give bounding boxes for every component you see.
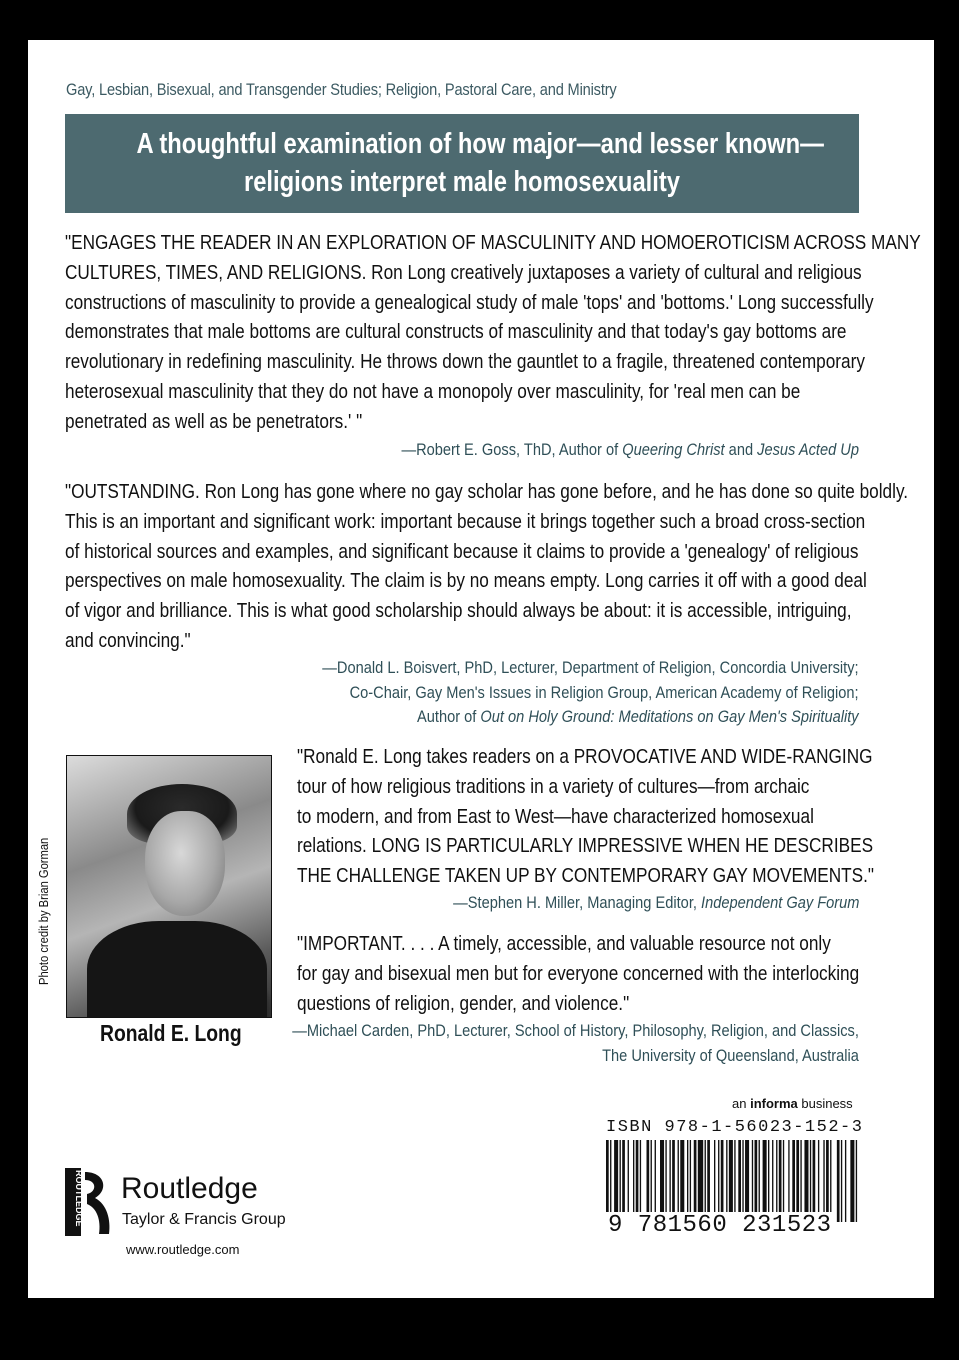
attribution-line: Co-Chair, Gay Men's Issues in Religion Group, American Academy of Religion; [349, 682, 859, 702]
logo-vertical-text: ROUTLEDGE [74, 1170, 84, 1227]
barcode-bar [606, 1140, 609, 1222]
barcode-bar [726, 1140, 727, 1222]
photo-jacket [87, 921, 267, 1018]
barcode-bar [776, 1140, 777, 1222]
publication-title: Independent Gay Forum [700, 893, 859, 912]
barcode-image [606, 1140, 859, 1222]
barcode-bar [610, 1140, 611, 1222]
barcode-bar [738, 1140, 741, 1222]
barcode-bar [714, 1140, 715, 1222]
quote-line: to modern, and from East to West—have characterized homosexual [297, 805, 814, 828]
barcode-bar [826, 1140, 829, 1222]
barcode-bar [792, 1140, 795, 1222]
attribution-line [323, 705, 859, 730]
quote-line: "IMPORTANT. . . . A timely, accessible, and valuable resource not only [297, 933, 831, 955]
barcode-bar [810, 1140, 811, 1222]
barcode-bar [856, 1140, 857, 1222]
attribution-line [401, 438, 859, 463]
barcode-bar [772, 1140, 773, 1222]
photo-face [145, 811, 225, 916]
attribution-text: —Robert E. Goss, ThD, Author of [401, 440, 623, 459]
publisher-group: Taylor & Francis Group [122, 1211, 286, 1228]
barcode-bar [622, 1140, 625, 1222]
barcode-bar [669, 1140, 670, 1222]
barcode-bar [800, 1140, 801, 1222]
informa-brand: informa [750, 1096, 798, 1111]
author-photo [66, 755, 272, 1018]
barcode-bar [660, 1140, 664, 1222]
quote-line: and convincing." [65, 629, 191, 652]
review-quote-2 [65, 478, 908, 657]
informa-business-label [732, 1096, 853, 1111]
photo-credit: Photo credit by Brian Gorman [36, 837, 51, 985]
review-attribution-1 [401, 438, 859, 463]
barcode-bar [845, 1140, 846, 1222]
barcode-bar [636, 1140, 639, 1222]
barcode-bar [633, 1140, 634, 1222]
quote-line: perspectives on male homosexuality. The claim is by no means empty. Long carries it off with a good deal [65, 570, 867, 593]
barcode-bar [640, 1140, 641, 1222]
barcode-bar [755, 1140, 758, 1222]
barcode-bar [818, 1140, 819, 1222]
quote-line: relations. LONG IS PARTICULARLY IMPRESSIVE WHEN HE DESCRIBES [297, 835, 874, 858]
barcode-bar [707, 1140, 710, 1222]
book-title: Out on Holy Ground: Meditations on Gay Men's Spirituality [480, 707, 859, 726]
tagline-line-1: A thoughtful examination of how major—and lesser known— [136, 128, 824, 160]
barcode-bar [729, 1140, 733, 1222]
barcode-bar [788, 1140, 789, 1222]
barcode-bar [734, 1140, 735, 1222]
review-attribution-2 [323, 656, 859, 730]
quote-line: penetrated as well as be penetrators.' " [65, 410, 363, 433]
barcode-bar [763, 1140, 767, 1222]
barcode-bar [768, 1140, 769, 1222]
publisher-website: www.routledge.com [126, 1242, 240, 1257]
barcode-bar [783, 1140, 784, 1222]
barcode-bar [687, 1140, 688, 1222]
quote-line: "OUTSTANDING. Ron Long has gone where no gay scholar has gone before, and he has done so quite boldly. [65, 481, 909, 503]
review-attribution-4 [292, 1019, 859, 1068]
attribution-text: Author of [417, 707, 481, 726]
quote-line: CULTURES, TIMES, AND RELIGIONS. Ron Long creatively juxtaposes a variety of cultural and religious [65, 261, 862, 284]
review-attribution-3 [453, 891, 859, 916]
barcode-digits: 9 781560 231523 [608, 1212, 832, 1239]
attribution-line: —Michael Carden, PhD, Lecturer, School of History, Philosophy, Religion, and Classics, [292, 1021, 859, 1040]
barcode-bar [718, 1140, 719, 1222]
barcode-bar [690, 1140, 691, 1222]
quote-line: "ENGAGES THE READER IN AN EXPLORATION OF MASCULINITY AND HOMOEROTICISM ACROSS MANY [65, 232, 921, 254]
attribution-line: —Donald L. Boisvert, PhD, Lecturer, Department of Religion, Concordia University; [322, 658, 859, 677]
barcode-bar [796, 1140, 799, 1222]
barcode-bar [752, 1140, 753, 1222]
barcode-bar [655, 1140, 656, 1222]
attribution-text: and [724, 440, 758, 459]
quote-line: revolutionary in redefining masculinity. He throws down the gauntlet to a fragile, threatened contemporary [65, 351, 865, 374]
barcode-bar [665, 1140, 666, 1222]
barcode-bar [705, 1140, 706, 1222]
quote-line: constructions of masculinity to provide a genealogical study of male 'tops' and 'bottoms.' Long successfully [65, 291, 874, 314]
quote-line: demonstrates that male bottoms are cultural constructs of masculinity and that today's gay bottoms are [65, 321, 847, 344]
quote-line: heterosexual masculinity that they do not have a monopoly over masculinity, for 'real men can be [65, 380, 801, 403]
barcode-bar [850, 1140, 854, 1222]
quote-line: for gay and bisexual men but for everyone concerned with the interlocking [297, 962, 860, 985]
barcode-bar [694, 1140, 697, 1222]
back-cover [28, 40, 934, 1298]
quote-line: THE CHALLENGE TAKEN UP BY CONTEMPORARY GAY MOVEMENTS." [297, 865, 875, 888]
tagline-banner [65, 114, 859, 213]
barcode-bar [823, 1140, 824, 1222]
attribution-line: The University of Queensland, Australia [602, 1045, 859, 1065]
quote-line: of historical sources and examples, and significant because it claims to provide a 'genealogy' of religious [65, 540, 859, 563]
barcode-bar [745, 1140, 749, 1222]
barcode-bar [614, 1140, 618, 1222]
review-quote-1 [65, 229, 921, 438]
barcode-bar [628, 1140, 629, 1222]
isbn-text: ISBN 978-1-56023-152-3 [606, 1118, 864, 1137]
barcode-bar [698, 1140, 703, 1222]
barcode-bar [620, 1140, 621, 1222]
quote-line: of vigor and brilliance. This is what good scholarship should always be about: it is accessible, intriguing, [65, 600, 852, 623]
author-name: Ronald E. Long [100, 1020, 242, 1046]
barcode-bar [779, 1140, 782, 1222]
informa-text: business [797, 1096, 853, 1111]
book-title: Queering Christ [622, 440, 725, 459]
barcode-bar [678, 1140, 679, 1222]
quote-line: questions of religion, gender, and violence." [297, 992, 630, 1015]
barcode-bar [841, 1140, 842, 1222]
book-title: Jesus Acted Up [757, 440, 859, 459]
barcode-bar [759, 1140, 760, 1222]
tagline-line-2: religions interpret male homosexuality [243, 166, 681, 198]
quote-line: tour of how religious traditions in a variety of cultures—from archaic [297, 775, 810, 798]
quote-line: This is an important and significant work: important because it brings together such a broad cross-section [65, 510, 866, 533]
review-quote-3 [297, 743, 874, 892]
barcode-bar [680, 1140, 684, 1222]
barcode-bar [651, 1140, 652, 1222]
barcode-bar [837, 1140, 840, 1222]
routledge-logo-icon [65, 1168, 113, 1236]
review-quote-4 [297, 930, 859, 1019]
barcode-bar [647, 1140, 650, 1222]
barcode-bar [830, 1140, 831, 1222]
barcode-bar [672, 1140, 675, 1222]
barcode-bar [742, 1140, 743, 1222]
attribution-text: —Stephen H. Miller, Managing Editor, [452, 893, 701, 912]
barcode-bar [813, 1140, 816, 1222]
subject-category: Gay, Lesbian, Bisexual, and Transgender Studies; Religion, Pastoral Care, and Ministry [66, 80, 617, 99]
attribution-line [453, 891, 859, 916]
informa-text: an [732, 1096, 751, 1111]
barcode-bar [721, 1140, 724, 1222]
quote-line: "Ronald E. Long takes readers on a PROVOCATIVE AND WIDE-RANGING [297, 746, 873, 768]
publisher-name: Routledge [121, 1172, 258, 1205]
barcode-bar [804, 1140, 808, 1222]
